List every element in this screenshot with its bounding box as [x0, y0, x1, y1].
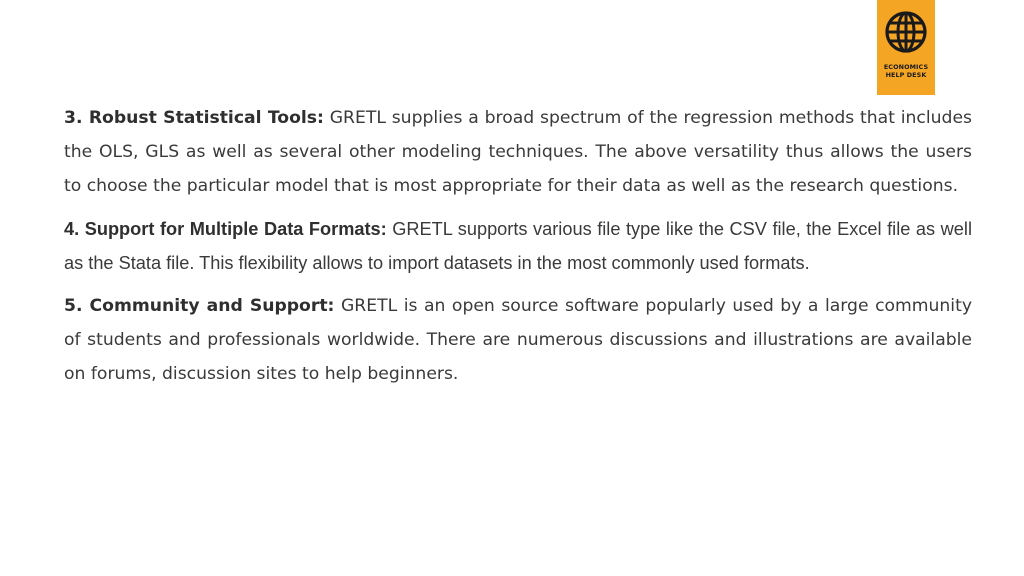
paragraph-text: GRETL supports various file type like the CSV file, the Excel file as well as the Stata file. This flexibility allows to import datasets in the most commonly used formats. [64, 219, 972, 273]
globe-icon [884, 10, 928, 54]
paragraph-heading: 5. Community and Support: [64, 296, 335, 316]
economics-help-desk-logo [877, 0, 935, 95]
paragraph-heading: 4. Support for Multiple Data Formats: [64, 219, 387, 239]
content-body [64, 101, 972, 400]
paragraph-heading: 3. Robust Statistical Tools: [64, 108, 324, 128]
paragraph-data-formats [64, 212, 972, 280]
paragraph-statistical-tools [64, 101, 972, 203]
paragraph-community-support [64, 289, 972, 391]
paragraph-text: GRETL is an open source software popularly used by a large community of students and professionals worldwide. There are numerous discussions and illustrations are available on forums, discussion sites to help beginners. [64, 296, 972, 384]
paragraph-text: GRETL supplies a broad spectrum of the regression methods that includes the OLS, GLS as well as several other modeling techniques. The above versatility thus allows the users to choose the particular model that is most appropriate for their data as well as the research questions. [64, 108, 972, 196]
logo-line-2: HELP DESK [885, 71, 927, 79]
logo-text [884, 63, 928, 79]
logo-line-1: ECONOMICS [883, 63, 929, 71]
